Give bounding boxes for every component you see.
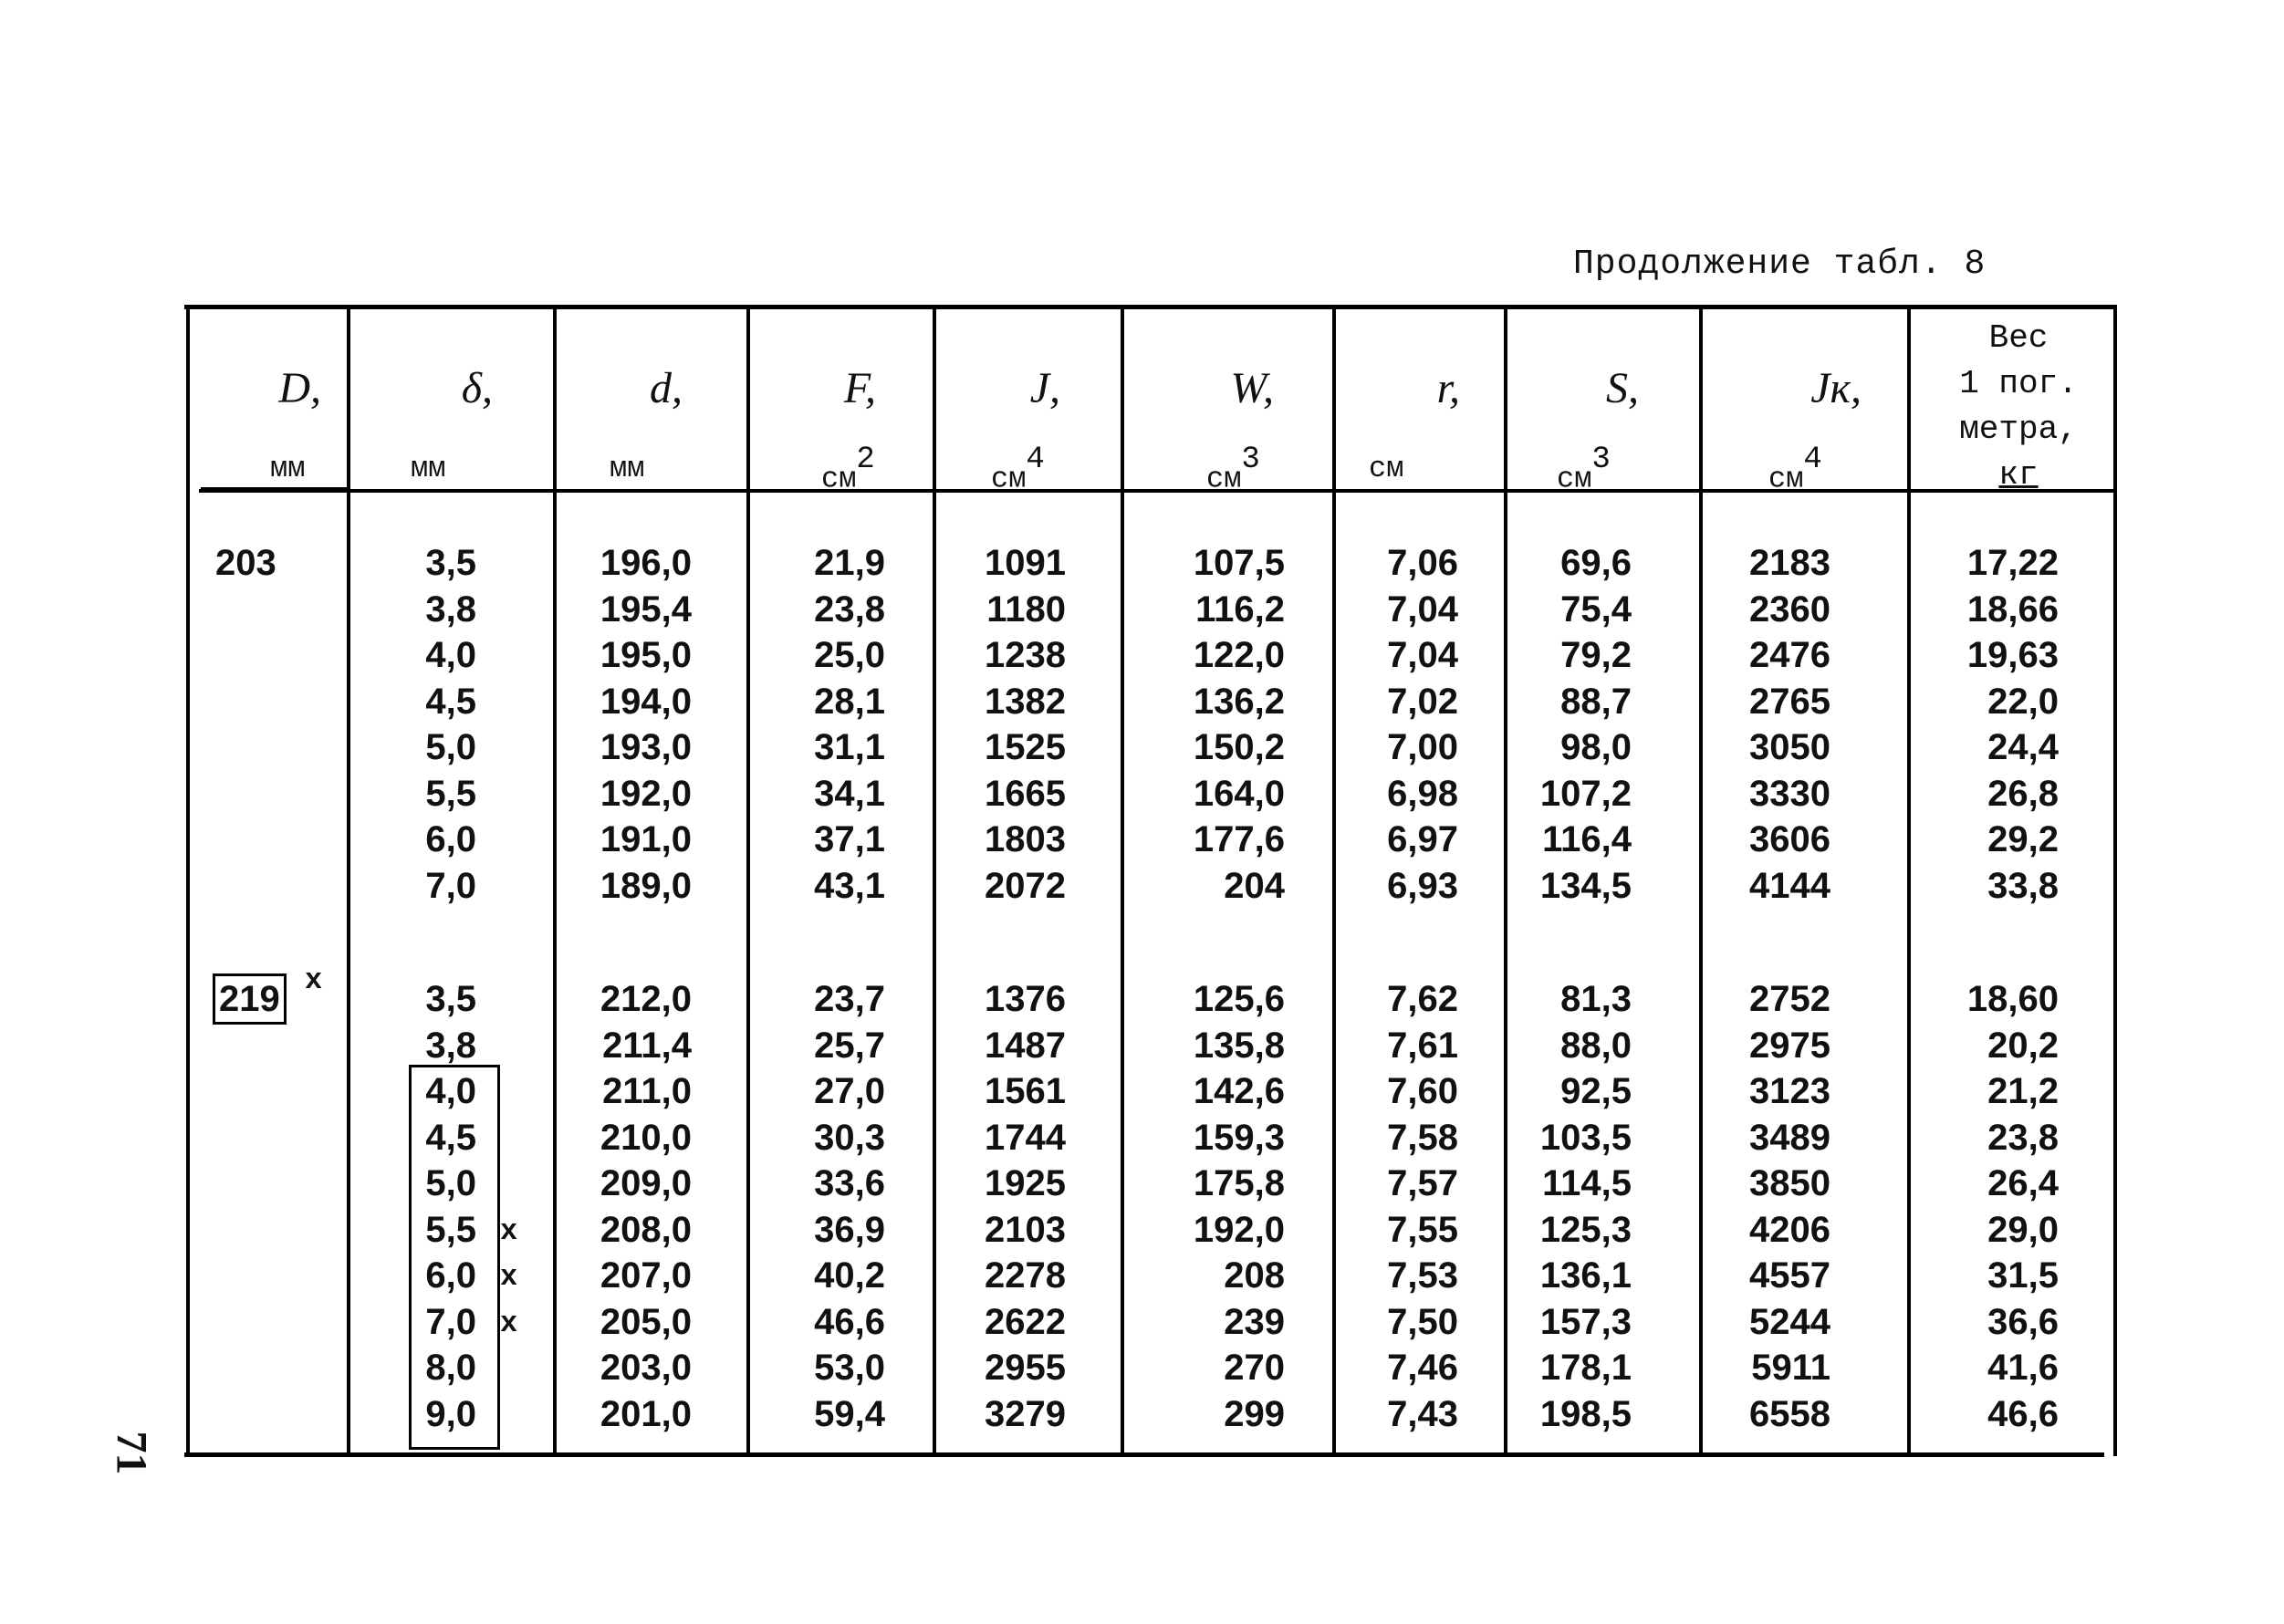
unit-text: см <box>1557 462 1592 496</box>
table-cell: 36,6 <box>1987 1301 2059 1342</box>
table-cell: 21,9 <box>814 543 885 583</box>
unit-text: мм <box>411 452 446 485</box>
table-cell: 134,5 <box>1539 865 1632 906</box>
table-cell: 3,8 <box>425 588 476 630</box>
table-cell: 27,0 <box>814 1071 885 1111</box>
row-footnote-mark: x <box>500 1306 518 1340</box>
table-cell: 205,0 <box>600 1301 692 1342</box>
table-cell: 4,5 <box>425 1117 476 1158</box>
table-cell: 69,6 <box>1560 543 1632 583</box>
table-cell: 178,1 <box>1539 1348 1632 1388</box>
header-unit-2 <box>411 452 445 485</box>
table-cell: 3330 <box>1749 773 1830 814</box>
table-cell: 9,0 <box>425 1393 476 1434</box>
table-cell: 1665 <box>985 773 1066 814</box>
table-cell: 194,0 <box>600 681 692 722</box>
table-cell: 7,0 <box>425 1301 476 1342</box>
table-cell: 40,2 <box>814 1255 885 1296</box>
header-symbol-7: r, <box>1436 364 1460 412</box>
table-cell: 53,0 <box>814 1348 885 1388</box>
table-cell: 33,8 <box>1987 865 2059 906</box>
table-cell: 211,0 <box>602 1071 692 1111</box>
table-cell: 3,5 <box>425 543 476 583</box>
header-unit-6 <box>1206 442 1260 496</box>
table-cell: 107,5 <box>1193 543 1285 583</box>
table-cell: 5911 <box>1751 1348 1830 1388</box>
table-cell: 136,2 <box>1193 681 1285 722</box>
table-cell: 3279 <box>985 1393 1066 1434</box>
table-cell: 211,4 <box>602 1025 692 1066</box>
table-cell: 37,1 <box>814 819 885 859</box>
unit-underline <box>201 487 347 490</box>
table-cell: 4144 <box>1749 865 1830 906</box>
table-cell: 192,0 <box>1193 1209 1285 1250</box>
table-cell: 41,6 <box>1987 1348 2059 1388</box>
table-cell: 3,5 <box>425 979 476 1019</box>
table-cell: 3606 <box>1749 819 1830 859</box>
table-cell: 26,4 <box>1987 1163 2059 1203</box>
table-cell: 25,0 <box>814 635 885 675</box>
table-cell: 7,60 <box>1387 1071 1458 1111</box>
table-cell: 7,58 <box>1387 1117 1458 1158</box>
table-cell: 7,57 <box>1387 1163 1458 1203</box>
table-cell: 79,2 <box>1560 635 1632 675</box>
table-cell: 7,50 <box>1387 1301 1458 1342</box>
table-cell: 46,6 <box>814 1301 885 1342</box>
row-footnote-mark: x <box>500 1260 518 1294</box>
header-unit-3 <box>610 452 644 485</box>
unit-exponent: 3 <box>1591 442 1611 477</box>
table-cell: 270 <box>1224 1348 1285 1388</box>
table-cell: 239 <box>1224 1301 1285 1342</box>
table-cell: 299 <box>1224 1393 1285 1434</box>
header-symbol-2: δ, <box>461 364 493 412</box>
table-cell: 2955 <box>985 1348 1066 1388</box>
table-cell: 164,0 <box>1193 773 1285 814</box>
table-cell: 175,8 <box>1193 1163 1285 1203</box>
table-cell: 142,6 <box>1193 1071 1285 1111</box>
table-cell: 2183 <box>1749 543 1830 583</box>
table-cell: 23,8 <box>1987 1117 2059 1158</box>
unit-exponent: 4 <box>1026 442 1045 477</box>
table-cell: 7,61 <box>1387 1025 1458 1066</box>
table-cell: 193,0 <box>600 727 692 767</box>
table-cell: 88,7 <box>1560 681 1632 722</box>
table-cell: 2975 <box>1749 1025 1830 1066</box>
table-cell: 4206 <box>1749 1209 1830 1250</box>
table-cell: 1238 <box>985 635 1066 675</box>
table-cell: 195,4 <box>600 588 692 630</box>
table-cell: 210,0 <box>600 1117 692 1158</box>
table-cell: 1382 <box>985 681 1066 722</box>
table-cell: 201,0 <box>600 1393 692 1434</box>
diameter-footnote-mark: x <box>305 963 323 997</box>
table-cell: 98,0 <box>1560 727 1632 767</box>
table-cell: 208 <box>1224 1255 1285 1296</box>
table-cell: 33,6 <box>814 1163 885 1203</box>
unit-exponent: 4 <box>1803 442 1822 477</box>
header-symbol-3: d, <box>650 364 683 412</box>
table-cell: 4,0 <box>425 635 476 675</box>
table-cell: 203,0 <box>600 1348 692 1388</box>
header-symbol-4: F, <box>843 364 876 412</box>
table-cell: 212,0 <box>600 979 692 1019</box>
column-rule <box>186 305 190 1456</box>
table-cell: 2765 <box>1749 681 1830 722</box>
unit-text: см <box>1206 462 1242 496</box>
table-cell: 29,2 <box>1987 819 2059 859</box>
table-cell: 191,0 <box>600 819 692 859</box>
table-cell: 17,22 <box>1966 543 2059 583</box>
table-cell: 26,8 <box>1987 773 2059 814</box>
header-unit-9 <box>1768 442 1822 496</box>
unit-exponent: 3 <box>1241 442 1260 477</box>
table-cell: 20,2 <box>1987 1025 2059 1066</box>
table-cell: 6,0 <box>425 819 476 859</box>
table-cell: 114,5 <box>1542 1163 1632 1203</box>
table-cell: 7,46 <box>1387 1348 1458 1388</box>
table-cell: 8,0 <box>425 1348 476 1388</box>
header-symbol-6: W, <box>1230 364 1274 412</box>
unit-exponent: 2 <box>856 442 875 477</box>
header-symbol-5: J, <box>1029 364 1060 412</box>
unit-text: мм <box>610 452 645 485</box>
group-diameter: 203 <box>215 543 276 583</box>
table-cell: 24,4 <box>1987 727 2059 767</box>
table-cell: 2278 <box>985 1255 1066 1296</box>
table-cell: 125,6 <box>1193 979 1285 1019</box>
unit-text: см <box>1369 452 1404 485</box>
thickness-highlight-box <box>409 1065 500 1450</box>
group-diameter: 219 <box>215 976 284 1022</box>
table-bottom-rule <box>184 1452 2104 1457</box>
table-cell: 135,8 <box>1193 1025 1285 1066</box>
table-cell: 2622 <box>985 1301 1066 1342</box>
table-cell: 36,9 <box>814 1209 885 1250</box>
table-cell: 3123 <box>1749 1071 1830 1111</box>
header-symbol-9: Jк, <box>1810 364 1862 412</box>
weight-header-line: 1 пог. <box>1959 365 2078 402</box>
table-cell: 103,5 <box>1539 1117 1632 1158</box>
table-cell: 198,5 <box>1539 1393 1632 1434</box>
unit-text: см <box>991 462 1027 496</box>
table-cell: 23,7 <box>814 979 885 1019</box>
table-cell: 7,43 <box>1387 1393 1458 1434</box>
table-cell: 6,98 <box>1387 773 1458 814</box>
header-unit-1 <box>270 452 305 485</box>
table-cell: 125,3 <box>1539 1209 1632 1250</box>
table-cell: 46,6 <box>1987 1393 2059 1434</box>
header-unit-8 <box>1557 442 1611 496</box>
table-cell: 29,0 <box>1987 1209 2059 1250</box>
table-cell: 209,0 <box>600 1163 692 1203</box>
table-cell: 1525 <box>985 727 1066 767</box>
table-cell: 3489 <box>1749 1117 1830 1158</box>
table-cell: 18,66 <box>1966 588 2059 630</box>
table-cell: 21,2 <box>1987 1071 2059 1111</box>
header-symbol-1: D, <box>278 364 321 412</box>
table-cell: 159,3 <box>1193 1117 1285 1158</box>
table-cell: 34,1 <box>814 773 885 814</box>
table-cell: 92,5 <box>1560 1071 1632 1111</box>
table-cell: 1487 <box>985 1025 1066 1066</box>
table-cell: 2360 <box>1749 588 1830 630</box>
table-cell: 177,6 <box>1193 819 1285 859</box>
table-cell: 208,0 <box>600 1209 692 1250</box>
table-cell: 189,0 <box>600 865 692 906</box>
table-cell: 6,0 <box>425 1255 476 1296</box>
table-cell: 6,93 <box>1387 865 1458 906</box>
table-cell: 2752 <box>1749 979 1830 1019</box>
table-cell: 195,0 <box>600 635 692 675</box>
table-cell: 1925 <box>985 1163 1066 1203</box>
table-cell: 7,04 <box>1387 635 1458 675</box>
table-cell: 30,3 <box>814 1117 885 1158</box>
table-cell: 6558 <box>1749 1393 1830 1434</box>
table-cell: 19,63 <box>1966 635 2059 675</box>
table-cell: 116,2 <box>1195 588 1285 630</box>
table-cell: 157,3 <box>1539 1301 1632 1342</box>
table-cell: 88,0 <box>1560 1025 1632 1066</box>
page-number: 71 <box>107 1431 156 1475</box>
table-cell: 1091 <box>985 543 1066 583</box>
header-weight <box>1918 316 2119 498</box>
table-cell: 59,4 <box>814 1393 885 1434</box>
table-cell: 7,53 <box>1387 1255 1458 1296</box>
table-cell: 136,1 <box>1539 1255 1632 1296</box>
header-unit-7 <box>1369 452 1403 485</box>
table-cell: 75,4 <box>1560 588 1632 630</box>
table-cell: 2476 <box>1749 635 1830 675</box>
unit-text: см <box>821 462 857 496</box>
table-cell: 4557 <box>1749 1255 1830 1296</box>
table-cell: 18,60 <box>1966 979 2059 1019</box>
table-cell: 107,2 <box>1539 773 1632 814</box>
table-cell: 2103 <box>985 1209 1066 1250</box>
table-cell: 1376 <box>985 979 1066 1019</box>
table-cell: 31,1 <box>814 727 885 767</box>
row-footnote-mark: x <box>500 1213 518 1248</box>
table-cell: 5,0 <box>425 727 476 767</box>
table-cell: 7,02 <box>1387 681 1458 722</box>
table-cell: 23,8 <box>814 588 885 630</box>
table-cell: 25,7 <box>814 1025 885 1066</box>
table-cell: 4,0 <box>425 1071 476 1111</box>
table-cell: 2072 <box>985 865 1066 906</box>
table-cell: 1180 <box>986 588 1066 630</box>
table-cell: 1803 <box>985 819 1066 859</box>
table-cell: 7,62 <box>1387 979 1458 1019</box>
table-cell: 4,5 <box>425 681 476 722</box>
table-caption: Продолжение табл. 8 <box>1573 245 1987 284</box>
table-cell: 81,3 <box>1560 979 1632 1019</box>
table-cell: 7,55 <box>1387 1209 1458 1250</box>
table-cell: 7,00 <box>1387 727 1458 767</box>
table-cell: 1561 <box>985 1071 1066 1111</box>
table-cell: 5,5 <box>425 1209 476 1250</box>
table-cell: 1744 <box>985 1117 1066 1158</box>
table-cell: 7,04 <box>1387 588 1458 630</box>
table-cell: 196,0 <box>600 543 692 583</box>
weight-header-line: метра, <box>1959 411 2078 448</box>
table-cell: 5244 <box>1749 1301 1830 1342</box>
table-cell: 7,06 <box>1387 543 1458 583</box>
table-cell: 3850 <box>1749 1163 1830 1203</box>
table-cell: 43,1 <box>814 865 885 906</box>
table-cell: 6,97 <box>1387 819 1458 859</box>
table-cell: 22,0 <box>1987 681 2059 722</box>
weight-header-unit: кг <box>1998 456 2039 494</box>
header-unit-5 <box>991 442 1045 496</box>
table-cell: 28,1 <box>814 681 885 722</box>
table-cell: 3050 <box>1749 727 1830 767</box>
table-cell: 3,8 <box>425 1025 476 1066</box>
table-cell: 122,0 <box>1193 635 1285 675</box>
header-unit-4 <box>821 442 875 496</box>
table-cell: 31,5 <box>1987 1255 2059 1296</box>
table-cell: 7,0 <box>425 865 476 906</box>
unit-text: мм <box>270 452 306 485</box>
table-cell: 116,4 <box>1542 819 1632 859</box>
unit-text: см <box>1768 462 1804 496</box>
table-cell: 192,0 <box>600 773 692 814</box>
table-cell: 204 <box>1224 865 1285 906</box>
weight-header-line: Вес <box>1988 319 2049 357</box>
header-bottom-rule <box>199 489 2117 493</box>
table-top-rule <box>184 305 2117 309</box>
table-cell: 150,2 <box>1193 727 1285 767</box>
header-symbol-8: S, <box>1606 364 1639 412</box>
table-cell: 5,0 <box>425 1163 476 1203</box>
table-cell: 5,5 <box>425 773 476 814</box>
table-cell: 207,0 <box>600 1255 692 1296</box>
